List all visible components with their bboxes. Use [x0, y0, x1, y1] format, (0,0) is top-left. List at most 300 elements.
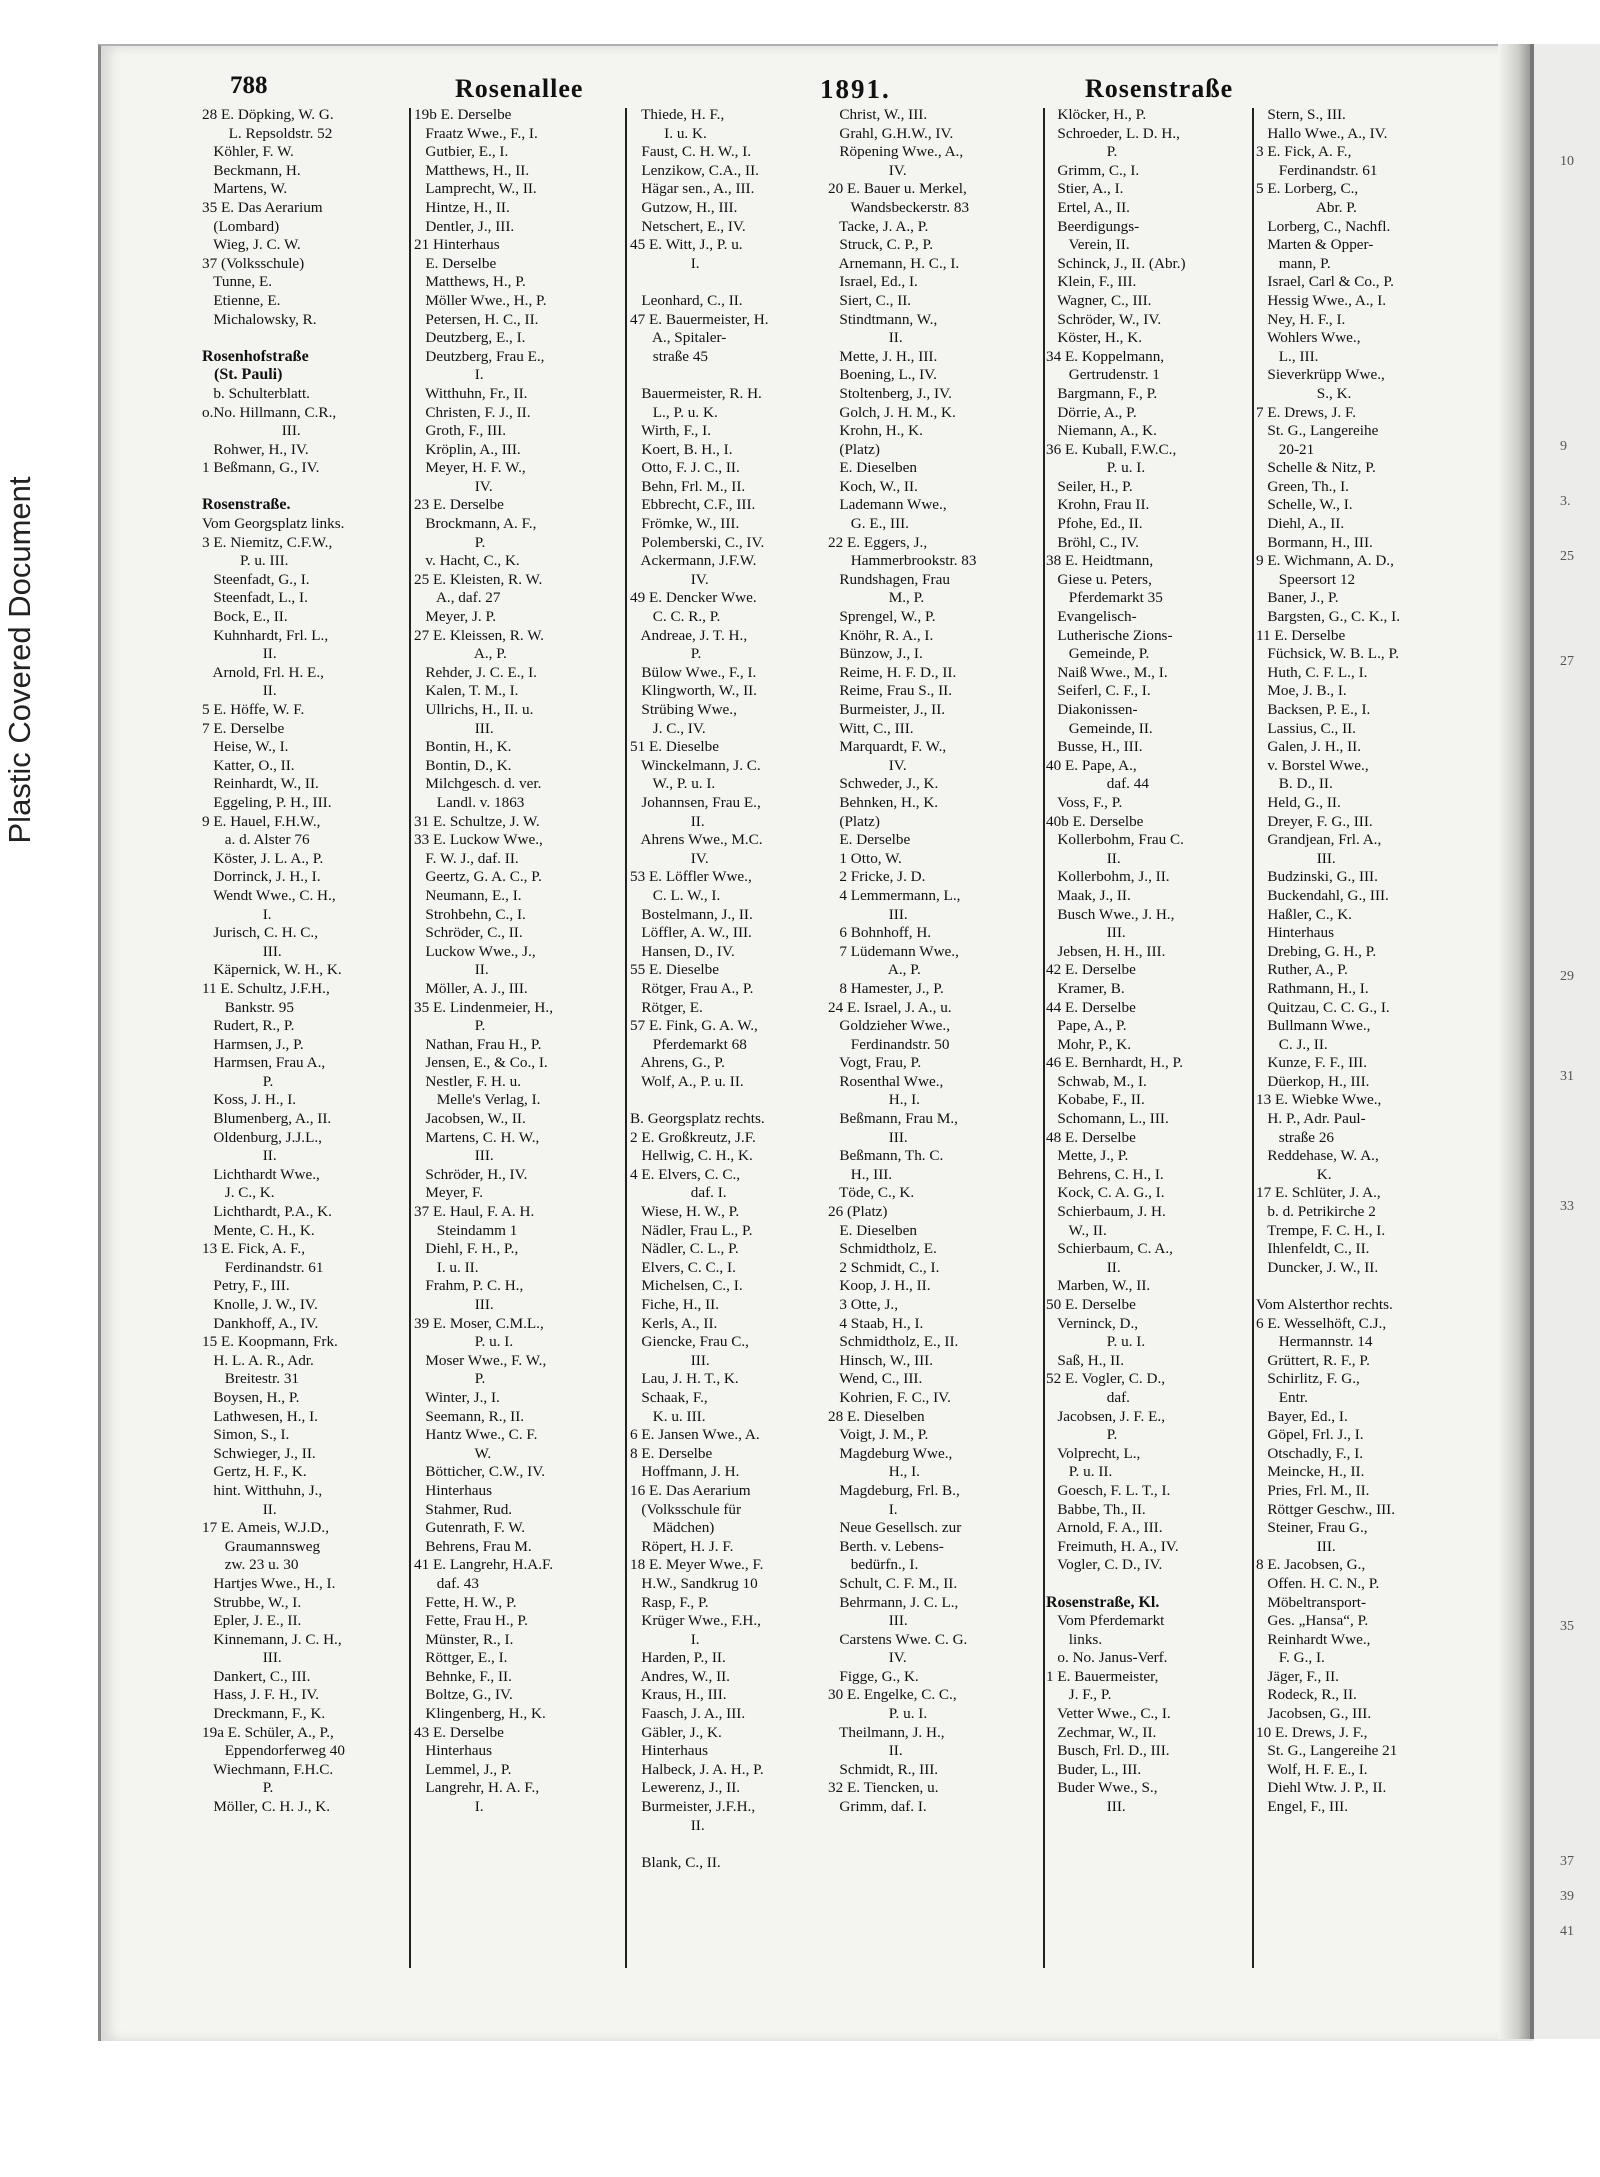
directory-entry: Christ, W., III.	[828, 106, 928, 123]
directory-entry: III.	[414, 1296, 494, 1313]
directory-entry: Reime, H. F. D., II.	[828, 663, 957, 681]
directory-entry: Lademann Wwe.,	[828, 496, 947, 514]
directory-entry: Blumenberg, A., II.	[202, 1110, 332, 1128]
directory-entry: 32 E. Tiencken, u.	[828, 1779, 939, 1797]
directory-entry: I.	[630, 1630, 700, 1648]
directory-entry: I.	[414, 1798, 484, 1816]
directory-entry: Hoffmann, J. H.	[630, 1463, 740, 1481]
directory-entry: Stahmer, Rud.	[414, 1500, 513, 1518]
directory-entry: Bontin, D., K.	[414, 756, 512, 774]
directory-entry: Hinterhaus	[1256, 924, 1335, 942]
directory-entry: I.	[828, 1500, 898, 1518]
directory-entry: Fraatz Wwe., F., I.	[414, 124, 538, 142]
directory-entry: Schröder, W., IV.	[1046, 310, 1162, 328]
directory-entry: Seiler, H., P.	[1046, 477, 1133, 495]
directory-entry: Dentler, J., III.	[414, 217, 515, 235]
directory-entry: Dörrie, A., P.	[1046, 403, 1137, 421]
directory-entry: P.	[202, 1779, 274, 1797]
column-rule	[1043, 108, 1045, 1968]
directory-entry: Lorberg, C., Nachfl.	[1256, 217, 1391, 235]
directory-entry: Ackermann, J.F.W.	[630, 552, 757, 570]
directory-entry: Petersen, H. C., II.	[414, 310, 539, 328]
directory-entry: 15 E. Koopmann, Frk.	[202, 1333, 338, 1351]
directory-entry: II.	[1046, 1258, 1121, 1276]
directory-entry: Halbeck, J. A. H., P.	[630, 1760, 764, 1778]
directory-entry: Pfohe, Ed., II.	[1046, 515, 1143, 533]
margin-number: 27	[1560, 654, 1574, 669]
directory-entry: Kunze, F. F., III.	[1256, 1054, 1368, 1072]
directory-entry: Figge, G., K.	[828, 1667, 919, 1685]
directory-entry: Kollerbohm, Frau C.	[1046, 831, 1184, 849]
directory-entry: III.	[828, 1612, 908, 1630]
directory-entry: 9 E. Wichmann, A. D.,	[1256, 552, 1394, 570]
directory-entry: 30 E. Engelke, C. C.,	[828, 1686, 957, 1704]
directory-entry: P.	[414, 1017, 486, 1035]
directory-entry: Mohr, P., K.	[1046, 1035, 1132, 1053]
directory-entry: II.	[630, 812, 705, 830]
directory-entry: Mette, J., P.	[1046, 1147, 1129, 1165]
directory-entry: 11 E. Derselbe	[1256, 626, 1346, 644]
directory-entry: III.	[202, 1649, 282, 1667]
directory-entry: Schwieger, J., II.	[202, 1444, 316, 1462]
directory-entry: Rosenthal Wwe.,	[828, 1072, 944, 1090]
directory-entry: Graumannsweg	[202, 1537, 321, 1555]
directory-entry: 45 E. Witt, J., P. u.	[630, 236, 743, 254]
directory-entry: Dreckmann, F., K.	[202, 1705, 326, 1723]
directory-entry: I. u. K.	[630, 124, 707, 142]
directory-entry: Grandjean, Frl. A.,	[1256, 831, 1382, 849]
margin-number: 31	[1560, 1069, 1574, 1084]
directory-entry: Busse, H., III.	[1046, 738, 1143, 756]
directory-entry: o.No. Hillmann, C.R.,	[202, 403, 337, 421]
directory-entry: Marquardt, F. W.,	[828, 738, 947, 756]
directory-entry: Vogler, C. D., IV.	[1046, 1556, 1163, 1574]
directory-entry: Bullmann Wwe.,	[1256, 1017, 1371, 1035]
directory-entry: 31 E. Schultze, J. W.	[414, 812, 540, 830]
directory-entry: 1 Otto, W.	[828, 849, 902, 867]
directory-entry: Andres, W., II.	[630, 1667, 730, 1685]
margin-number: 41	[1560, 1924, 1574, 1939]
directory-entry: Strubbe, W., I.	[202, 1593, 302, 1611]
directory-entry: Marben, W., II.	[1046, 1277, 1151, 1295]
directory-entry: Möller, A. J., III.	[414, 979, 528, 997]
directory-entry: 9 E. Hauel, F.H.W.,	[202, 812, 321, 830]
directory-entry: Giese u. Peters,	[1046, 570, 1152, 588]
directory-entry: IV.	[828, 161, 907, 179]
directory-entry: 18 E. Meyer Wwe., F.	[630, 1556, 764, 1574]
directory-entry: 16 E. Das Aerarium	[630, 1481, 751, 1499]
directory-entry: 50 E. Derselbe	[1046, 1296, 1136, 1313]
directory-entry: Bauermeister, R. H.	[630, 384, 762, 402]
directory-entry: Röttger, E., I.	[414, 1649, 508, 1667]
directory-entry	[630, 1091, 825, 1110]
directory-entry: I.	[202, 905, 272, 923]
directory-entry: II.	[828, 329, 903, 347]
directory-entry: Netschert, E., IV.	[630, 217, 746, 235]
directory-entry: Kalen, T. M., I.	[414, 682, 519, 700]
directory-entry: P. u. II.	[1046, 1463, 1113, 1481]
directory-entry: III.	[1046, 924, 1126, 942]
directory-entry: Steenfadt, L., I.	[202, 589, 308, 607]
directory-entry: Drebing, G. H., P.	[1256, 942, 1377, 960]
directory-entry: Budzinski, G., III.	[1256, 868, 1378, 886]
directory-entry: Pferdemarkt 35	[1046, 589, 1163, 607]
directory-entry: Boltze, G., IV.	[414, 1686, 513, 1704]
directory-entry: 39 E. Moser, C.M.L.,	[414, 1314, 544, 1332]
directory-entry: H., I.	[828, 1091, 920, 1109]
directory-entry: Wiese, H. W., P.	[630, 1203, 740, 1221]
directory-entry: Beckmann, H.	[202, 161, 301, 179]
side-label	[0, 380, 40, 940]
directory-entry: Abr. P.	[1256, 198, 1357, 216]
directory-entry: Meyer, F.	[414, 1184, 484, 1202]
directory-entry: A., P.	[828, 961, 921, 979]
directory-entry: daf. 43	[414, 1574, 479, 1592]
directory-entry: Rötger, E.	[630, 998, 703, 1016]
directory-entry: I. u. II.	[414, 1258, 479, 1276]
directory-entry: Milchgesch. d. ver.	[414, 775, 542, 793]
directory-entry: 3 Otte, J.,	[828, 1296, 899, 1313]
directory-entry: Trempe, F. C. H., I.	[1256, 1221, 1386, 1239]
directory-entry: Kuhnhardt, Frl. L.,	[202, 626, 329, 644]
directory-entry: Neue Gesellsch. zur	[828, 1519, 962, 1537]
directory-entry: Gertz, H. F., K.	[202, 1463, 307, 1481]
directory-entry	[630, 1835, 825, 1854]
directory-entry: 21 Hinterhaus	[414, 236, 500, 254]
column-rule	[1252, 108, 1254, 1968]
directory-entry: 35 E. Das Aerarium	[202, 198, 323, 216]
directory-entry: Arnold, F. A., III.	[1046, 1519, 1163, 1537]
directory-entry: Bröhl, C., IV.	[1046, 533, 1139, 551]
directory-entry: Otschadly, F., I.	[1256, 1444, 1364, 1462]
directory-entry: K. u. III.	[630, 1407, 706, 1425]
directory-entry: C. J., II.	[1256, 1035, 1328, 1053]
directory-entry: 5 E. Höffe, W. F.	[202, 701, 305, 718]
directory-entry: C. L. W., I.	[630, 886, 721, 904]
directory-entry: Galen, J. H., II.	[1256, 738, 1362, 756]
directory-entry: 6 E. Jansen Wwe., A.	[630, 1426, 760, 1444]
directory-entry: Grimm, daf. I.	[828, 1798, 927, 1816]
directory-entry: P. u. III.	[202, 552, 289, 570]
directory-entry: Faust, C. H. W., I.	[630, 143, 752, 161]
directory-entry: II.	[414, 961, 489, 979]
directory-entry: Wend, C., III.	[828, 1370, 923, 1388]
directory-entry: Melle's Verlag, I.	[414, 1091, 541, 1109]
directory-entry: Hass, J. F. H., IV.	[202, 1686, 320, 1704]
directory-entry: Lamprecht, W., II.	[414, 180, 537, 198]
directory-entry: Fette, H. W., P.	[414, 1593, 517, 1611]
directory-entry: Pries, Frl. M., II.	[1256, 1481, 1370, 1499]
directory-entry: Vom Pferdemarkt	[1046, 1612, 1165, 1630]
directory-entry: (Volksschule für	[630, 1500, 742, 1518]
directory-entry: Lathwesen, H., I.	[202, 1407, 318, 1425]
directory-entry: III.	[1046, 1798, 1126, 1816]
directory-entry: Hansen, D., IV.	[630, 942, 735, 960]
directory-entry: Lewerenz, J., II.	[630, 1779, 741, 1797]
directory-entry: Gäbler, J., K.	[630, 1723, 722, 1741]
directory-entry: P.	[414, 1370, 486, 1388]
directory-entry: 8 E. Jacobsen, G.,	[1256, 1556, 1366, 1574]
directory-entry: Evangelisch-	[1046, 608, 1137, 626]
directory-entry: Schomann, L., III.	[1046, 1110, 1169, 1128]
directory-entry: A., P.	[414, 645, 507, 663]
directory-entry: Rundshagen, Frau	[828, 570, 950, 588]
directory-entry: b. Schulterblatt.	[202, 384, 310, 402]
directory-entry: 4 Lemmermann, L.,	[828, 886, 961, 904]
directory-entry: Wieg, J. C. W.	[202, 236, 301, 254]
directory-entry: links.	[1046, 1630, 1103, 1648]
directory-entry: Held, G., II.	[1256, 793, 1341, 811]
directory-entry: P.	[1046, 143, 1118, 161]
directory-entry: II.	[202, 682, 277, 700]
directory-entry: IV.	[828, 1649, 907, 1667]
directory-entry: Behrens, C. H., I.	[1046, 1165, 1164, 1183]
directory-entry: Reinhardt, W., II.	[202, 775, 319, 793]
directory-entry: III.	[1256, 849, 1336, 867]
directory-entry: St. G., Langereihe 21	[1256, 1742, 1398, 1760]
directory-entry: IV.	[630, 570, 709, 588]
directory-entry: Gemeinde, P.	[1046, 645, 1150, 663]
directory-entry: Röpert, H. J. F.	[630, 1537, 734, 1555]
directory-entry: Möller Wwe., H., P.	[414, 291, 547, 309]
directory-entry: 22 E. Eggers, J.,	[828, 533, 928, 551]
directory-entry: M., P.	[828, 589, 925, 607]
directory-entry: II.	[202, 1500, 277, 1518]
directory-entry: o. No. Janus-Verf.	[1046, 1649, 1168, 1667]
directory-entry: Magdeburg Wwe.,	[828, 1444, 953, 1462]
directory-entry: Lichthardt Wwe.,	[202, 1165, 320, 1183]
directory-entry: Bünzow, J., I.	[828, 645, 923, 663]
directory-entry: Bargmann, F., P.	[1046, 384, 1158, 402]
directory-entry: G. E., III.	[828, 515, 909, 533]
directory-entry: 28 E. Döpking, W. G.	[202, 106, 334, 123]
directory-entry: Entr.	[1256, 1388, 1308, 1406]
directory-entry: 1 Beßmann, G., IV.	[202, 459, 320, 477]
directory-entry: Kinnemann, J. C. H.,	[202, 1630, 342, 1648]
directory-entry: Beßmann, Frau M.,	[828, 1110, 958, 1128]
directory-entry: straße 45	[630, 347, 709, 365]
directory-entry: Bostelmann, J., II.	[630, 905, 753, 923]
margin-number: 25	[1560, 549, 1574, 564]
directory-entry: Harden, P., II.	[630, 1649, 726, 1667]
directory-entry: II.	[1046, 849, 1121, 867]
directory-entry: Schmidt, R., III.	[828, 1760, 939, 1778]
directory-entry: Jacobsen, G., III.	[1256, 1705, 1372, 1723]
directory-entry: P.	[414, 533, 486, 551]
directory-entry: II.	[202, 1147, 277, 1165]
directory-entry: 34 E. Koppelmann,	[1046, 347, 1165, 365]
directory-entry: Haßler, C., K.	[1256, 905, 1352, 923]
directory-entry: Grimm, C., I.	[1046, 161, 1140, 179]
directory-entry: Schweder, J., K.	[828, 775, 939, 793]
directory-entry: Nathan, Frau H., P.	[414, 1035, 542, 1053]
directory-entry: Petry, F., III.	[202, 1277, 290, 1295]
directory-entry: Behnken, H., K.	[828, 793, 939, 811]
directory-entry: W., II.	[1046, 1221, 1107, 1239]
directory-entry: Jacobsen, W., II.	[414, 1110, 526, 1128]
directory-entry: Giencke, Frau C.,	[630, 1333, 749, 1351]
directory-entry: Busch Wwe., J. H.,	[1046, 905, 1175, 923]
directory-entry: Kröplin, A., III.	[414, 440, 521, 458]
directory-entry: Matthews, H., II.	[414, 161, 530, 179]
directory-entry: 11 E. Schultz, J.F.H.,	[202, 979, 330, 997]
directory-entry: Boysen, H., P.	[202, 1388, 300, 1406]
directory-entry: Rodeck, R., II.	[1256, 1686, 1357, 1704]
directory-column-4	[828, 106, 1043, 1817]
directory-entry: Hinsch, W., III.	[828, 1351, 934, 1369]
directory-entry: daf. 44	[1046, 775, 1149, 793]
left-street-title: Rosenallee	[455, 74, 584, 103]
directory-entry: Krohn, H., K.	[828, 422, 923, 440]
directory-entry: F. W. J., daf. II.	[414, 849, 519, 867]
directory-entry: Meincke, H., II.	[1256, 1463, 1365, 1481]
directory-entry: Groth, F., III.	[414, 422, 507, 440]
directory-entry: 19a E. Schüler, A., P.,	[202, 1723, 334, 1741]
directory-entry: Klingenberg, H., K.	[414, 1705, 546, 1723]
directory-entry: Siert, C., II.	[828, 291, 912, 309]
directory-entry: Mente, C. H., K.	[202, 1221, 315, 1239]
directory-entry: Schelle & Nitz, P.	[1256, 459, 1376, 477]
directory-entry: Eppendorferweg 40	[202, 1742, 345, 1760]
directory-entry: Nädler, C. L., P.	[630, 1240, 739, 1258]
directory-entry: Katter, O., II.	[202, 756, 295, 774]
directory-entry: Käpernick, W. H., K.	[202, 961, 342, 979]
directory-entry: Johannsen, Frau E.,	[630, 793, 761, 811]
directory-entry	[1046, 1575, 1251, 1594]
directory-entry: Ney, H. F., I.	[1256, 310, 1346, 328]
directory-entry: J. F., P.	[1046, 1686, 1112, 1704]
directory-entry: Schirlitz, F. G.,	[1256, 1370, 1360, 1388]
directory-entry: Israel, Carl & Co., P.	[1256, 273, 1394, 291]
directory-entry: Buder, L., III.	[1046, 1760, 1142, 1778]
directory-entry: Rosenstraße.	[202, 496, 291, 514]
directory-entry: Naiß Wwe., M., I.	[1046, 663, 1168, 681]
directory-entry: Knolle, J. W., IV.	[202, 1296, 318, 1313]
directory-entry: II.	[828, 1742, 903, 1760]
directory-entry: 3 E. Fick, A. F.,	[1256, 143, 1352, 161]
directory-entry: Lemmel, J., P.	[414, 1760, 512, 1778]
directory-entry: 42 E. Derselbe	[1046, 961, 1136, 979]
directory-entry: P. u. I.	[1046, 1333, 1146, 1351]
directory-entry: Mette, J. H., III.	[828, 347, 938, 365]
directory-entry: Winckelmann, J. C.	[630, 756, 761, 774]
directory-entry: Oldenburg, J.J.L.,	[202, 1128, 322, 1146]
directory-entry: (St. Pauli)	[202, 366, 283, 384]
directory-entry: Frömke, W., III.	[630, 515, 740, 533]
directory-entry	[1256, 1277, 1490, 1296]
directory-entry: Breitestr. 31	[202, 1370, 300, 1388]
directory-entry: Bargsten, G., C. K., I.	[1256, 608, 1400, 626]
directory-entry: Boening, L., IV.	[828, 366, 937, 384]
directory-entry: Saß, H., II.	[1046, 1351, 1125, 1369]
directory-entry: II.	[202, 645, 277, 663]
margin-number: 29	[1560, 969, 1574, 984]
directory-entry: v. Borstel Wwe.,	[1256, 756, 1369, 774]
directory-entry: Röttger Geschw., III.	[1256, 1500, 1396, 1518]
directory-entry: Jensen, E., & Co., I.	[414, 1054, 548, 1072]
directory-entry: (Platz)	[828, 440, 880, 458]
directory-entry: Struck, C. P., P.	[828, 236, 934, 254]
right-margin-numbers	[1560, 44, 1600, 2039]
directory-entry: P.	[630, 645, 702, 663]
directory-entry: III.	[630, 1351, 710, 1369]
directory-entry: Hinterhaus	[630, 1742, 709, 1760]
directory-entry: 13 E. Fick, A. F.,	[202, 1240, 305, 1258]
directory-entry: Verninck, D.,	[1046, 1314, 1139, 1332]
directory-entry: IV.	[414, 477, 493, 495]
directory-entry: L., P. u. K.	[630, 403, 718, 421]
directory-entry: 4 Staab, H., I.	[828, 1314, 924, 1332]
directory-entry: Matthews, H., P.	[414, 273, 526, 291]
directory-entry: v. Hacht, C., K.	[414, 552, 520, 570]
directory-entry: Ferdinandstr. 61	[1256, 161, 1378, 179]
directory-entry: Etienne, E.	[202, 291, 281, 309]
directory-entry: 24 E. Israel, J. A., u.	[828, 998, 952, 1016]
directory-entry: Buder Wwe., S.,	[1046, 1779, 1158, 1797]
directory-entry: Beerdigungs-	[1046, 217, 1140, 235]
directory-entry: Bankstr. 95	[202, 998, 294, 1016]
directory-entry: Füchsick, W. B. L., P.	[1256, 645, 1400, 663]
directory-entry: bedürfn., I.	[828, 1556, 919, 1574]
directory-entry: Volprecht, L.,	[1046, 1444, 1141, 1462]
directory-entry: Lichthardt, P.A., K.	[202, 1203, 332, 1221]
directory-entry: Kraus, H., III.	[630, 1686, 727, 1704]
directory-entry: Wandsbeckerstr. 83	[828, 198, 970, 216]
directory-entry: 33 E. Luckow Wwe.,	[414, 831, 543, 849]
directory-entry: Beßmann, Th. C.	[828, 1147, 944, 1165]
directory-entry: 49 E. Dencker Wwe.	[630, 589, 757, 607]
directory-entry: 57 E. Fink, G. A. W.,	[630, 1017, 758, 1035]
directory-entry: Kohrien, F. C., IV.	[828, 1388, 951, 1406]
directory-entry: E. Dieselben	[828, 1221, 917, 1239]
directory-entry: Burmeister, J., II.	[828, 701, 946, 718]
directory-entry: Gertrudenstr. 1	[1046, 366, 1160, 384]
directory-entry: Neumann, E., I.	[414, 886, 522, 904]
directory-entry: Hägar sen., A., III.	[630, 180, 755, 198]
directory-entry: Huth, C. F. L., I.	[1256, 663, 1368, 681]
directory-entry: Polemberski, C., IV.	[630, 533, 765, 551]
directory-entry: Backsen, P. E., I.	[1256, 701, 1371, 718]
directory-entry: 17 E. Schlüter, J. A.,	[1256, 1184, 1381, 1202]
directory-entry: Busch, Frl. D., III.	[1046, 1742, 1170, 1760]
directory-entry: Strohbehn, C., I.	[414, 905, 526, 923]
directory-entry: Heise, W., I.	[202, 738, 289, 756]
directory-column-6	[1256, 106, 1490, 1817]
directory-entry: S., K.	[1256, 384, 1352, 402]
directory-entry: Duncker, J. W., II.	[1256, 1258, 1379, 1276]
directory-entry: Witthuhn, Fr., II.	[414, 384, 528, 402]
directory-entry: Jacobsen, J. F. E.,	[1046, 1407, 1166, 1425]
directory-entry: I.	[630, 254, 700, 272]
directory-entry: P.	[202, 1072, 274, 1090]
directory-entry: Münster, R., I.	[414, 1630, 514, 1648]
directory-entry: Zechmar, W., II.	[1046, 1723, 1157, 1741]
directory-entry: 48 E. Derselbe	[1046, 1128, 1136, 1146]
directory-entry: L., III.	[1256, 347, 1319, 365]
directory-entry: 8 E. Derselbe	[630, 1444, 713, 1462]
directory-entry: Klöcker, H., P.	[1046, 106, 1147, 123]
directory-entry: 6 E. Wesselhöft, C.J.,	[1256, 1314, 1387, 1332]
directory-entry: 19b E. Derselbe	[414, 106, 512, 123]
directory-entry: 36 E. Kuball, F.W.C.,	[1046, 440, 1177, 458]
directory-entry: zw. 23 u. 30	[202, 1556, 299, 1574]
directory-entry: Steenfadt, G., I.	[202, 570, 310, 588]
directory-entry: Köhler, F. W.	[202, 143, 294, 161]
directory-entry: Reime, Frau S., II.	[828, 682, 953, 700]
directory-entry: 20 E. Bauer u. Merkel,	[828, 180, 967, 198]
directory-entry: P. u. I.	[1046, 459, 1146, 477]
directory-entry: Rötger, Frau A., P.	[630, 979, 754, 997]
